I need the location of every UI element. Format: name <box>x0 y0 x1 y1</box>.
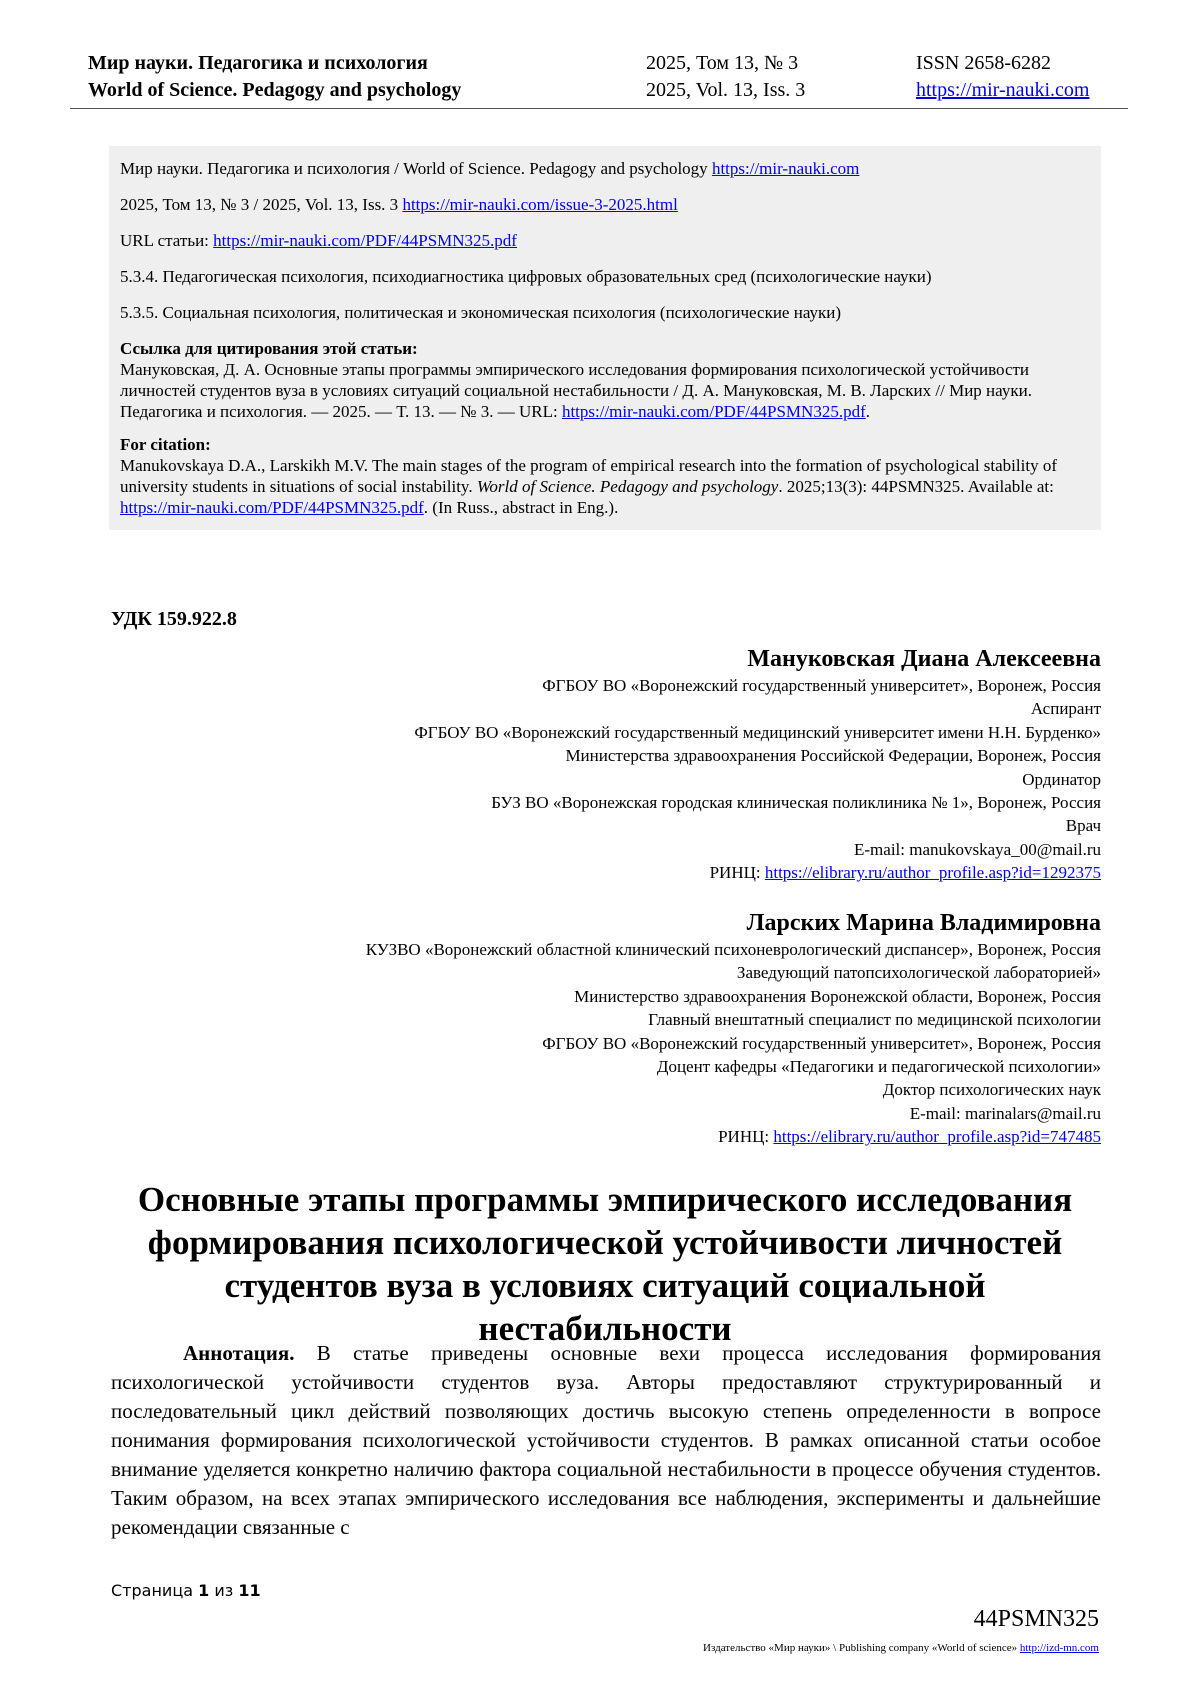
author-affiliation: Аспирант <box>1030 699 1101 719</box>
publisher-link[interactable]: http://izd-mn.com <box>1019 1642 1099 1654</box>
author-affiliation: ФГБОУ ВО «Воронежский государственный университет», Воронеж, Россия <box>542 676 1101 695</box>
author-rinc: РИНЦ: https://elibrary.ru/author_profile.asp?id=747485 <box>718 1127 1101 1147</box>
publisher-line: Издательство «Мир науки» \ Publishing company «World of science» http://izd-mn.com <box>703 1642 1099 1654</box>
author-affiliation: Министерства здравоохранения Российской Федерации, Воронеж, Россия <box>565 746 1101 766</box>
article-id: 44PSMN325 <box>973 1606 1099 1632</box>
issue-line: 2025, Том 13, № 3 / 2025, Vol. 13, Iss. 3 https://mir-nauki.com/issue-3-2025.html <box>120 195 678 214</box>
issue-block <box>646 50 805 104</box>
citation-en-journal: World of Science. Pedagogy and psychology <box>476 477 779 496</box>
specialty-1: 5.3.4. Педагогическая психология, психодиагностика цифровых образовательных сред (психологические науки) <box>120 267 932 286</box>
citation-en <box>120 434 1089 518</box>
udc-code: УДК 159.922.8 <box>111 608 237 630</box>
author-affiliation: Врач <box>1065 816 1101 836</box>
issue-ru: 2025, Том 13, № 3 <box>646 52 799 74</box>
citation-ru <box>120 338 1089 422</box>
citation-en-text: Manukovskaya D.A., Larskikh M.V. The main stages of the program of empirical research into the formation of psychological stability of university students in situations of social instability. World of Science. Pedagogy and psychology. 2025;13(3): 44PSMN325. Available at: https://mir-nauki.com/PDF/44PSMN325.pdf. (In Russ., abstract in Eng.). <box>120 456 1057 517</box>
header-divider <box>70 108 1128 109</box>
author-affiliation: ФГБОУ ВО «Воронежский государственный медицинский университет имени Н.Н. Бурденко» <box>414 722 1101 742</box>
citation-ru-label: Ссылка для цитирования этой статьи: <box>120 339 418 358</box>
author-rinc: РИНЦ: https://elibrary.ru/author_profile.asp?id=1292375 <box>709 863 1101 883</box>
abstract-text: В статье приведены основные вехи процесса исследования формирования психологической устойчивости студентов вуза. Авторы предоставляют структурированный и последовательный цикл действий позволяющих достичь высокую степень определенности в вопросе понимания формирования психологической устойчивости студентов. В рамках описанной статьи особое внимание уделяется конкретно наличию фактора социальной нестабильности в процессе обучения студентов. Таким образом, на всех этапах эмпирического исследования все наблюдения, эксперименты и дальнейшие рекомендации связанные с <box>111 1341 1101 1539</box>
citation-en-label: For citation: <box>120 435 211 454</box>
article-title: Основные этапы программы эмпирического исследования формирования психологической устойчивости личностей студентов вуза в условиях ситуаций социальной нестабильности <box>137 1180 1073 1348</box>
author-affiliation: КУЗВО «Воронежский областной клинический психоневрологический диспансер», Воронеж, Россия <box>365 940 1101 959</box>
author-block-2 <box>366 908 1101 1149</box>
citation-en-link[interactable]: https://mir-nauki.com/PDF/44PSMN325.pdf <box>120 498 424 517</box>
citation-ru-text: Мануковская, Д. А. Основные этапы программы эмпирического исследования формирования психологической устойчивости личностей студентов вуза в условиях ситуаций социальной нестабильности / Д. А. Мануковская, М. В. Ларских // Мир науки. Педагогика и психология. — 2025. — Т. 13. — № 3. — URL: https://mir-nauki.com/PDF/44PSMN325.pdf. <box>120 360 1032 421</box>
author-affiliation: Министерство здравоохранения Воронежской области, Воронеж, Россия <box>574 986 1101 1006</box>
author-affiliation: Доцент кафедры «Педагогики и педагогической психологии» <box>656 1057 1101 1077</box>
journal-site-link[interactable]: https://mir-nauki.com <box>916 79 1090 101</box>
article-url-link[interactable]: https://mir-nauki.com/PDF/44PSMN325.pdf <box>213 231 517 250</box>
issn-block <box>916 50 1089 104</box>
page-number: Страница 1 из 11 <box>111 1581 261 1600</box>
abstract-label: Аннотация. <box>183 1341 295 1365</box>
issue-en: 2025, Vol. 13, Iss. 3 <box>646 79 806 101</box>
author-rinc-link[interactable]: https://elibrary.ru/author_profile.asp?id=747485 <box>773 1127 1101 1147</box>
specialty-2: 5.3.5. Социальная психология, политическая и экономическая психология (психологические науки) <box>120 303 842 322</box>
article-url-line: URL статьи: https://mir-nauki.com/PDF/44PSMN325.pdf <box>120 231 517 250</box>
journal-line: Мир науки. Педагогика и психология / World of Science. Pedagogy and psychology https://mir-nauki.com <box>120 159 860 178</box>
author-affiliation: Ординатор <box>1022 769 1101 789</box>
journal-link[interactable]: https://mir-nauki.com <box>711 159 860 178</box>
journal-title-block <box>88 50 461 104</box>
issue-link[interactable]: https://mir-nauki.com/issue-3-2025.html <box>402 195 678 214</box>
author-affiliation: Доктор психологических наук <box>882 1080 1101 1100</box>
author-email: E-mail: manukovskaya_00@mail.ru <box>854 839 1101 859</box>
author-rinc-link[interactable]: https://elibrary.ru/author_profile.asp?id=1292375 <box>764 863 1101 883</box>
citation-box <box>109 146 1101 530</box>
author-affiliation: Главный внештатный специалист по медицинской психологии <box>648 1010 1101 1030</box>
author-affiliation: БУЗ ВО «Воронежская городская клиническая поликлиника № 1», Воронеж, Россия <box>491 793 1101 813</box>
author-affiliation: ФГБОУ ВО «Воронежский государственный университет», Воронеж, Россия <box>542 1033 1101 1053</box>
author-name: Ларских Марина Владимировна <box>746 910 1101 936</box>
author-affiliation: Заведующий патопсихологической лабораторией» <box>736 963 1101 983</box>
author-name: Мануковская Диана Алексеевна <box>747 646 1101 672</box>
citation-ru-link[interactable]: https://mir-nauki.com/PDF/44PSMN325.pdf <box>561 402 866 421</box>
author-email: E-mail: marinalars@mail.ru <box>909 1103 1101 1123</box>
journal-title-ru: Мир науки. Педагогика и психология <box>88 52 428 74</box>
abstract <box>111 1339 1101 1542</box>
issn: ISSN 2658-6282 <box>916 52 1052 74</box>
author-block-1 <box>414 644 1101 885</box>
journal-title-en: World of Science. Pedagogy and psychology <box>88 79 462 101</box>
